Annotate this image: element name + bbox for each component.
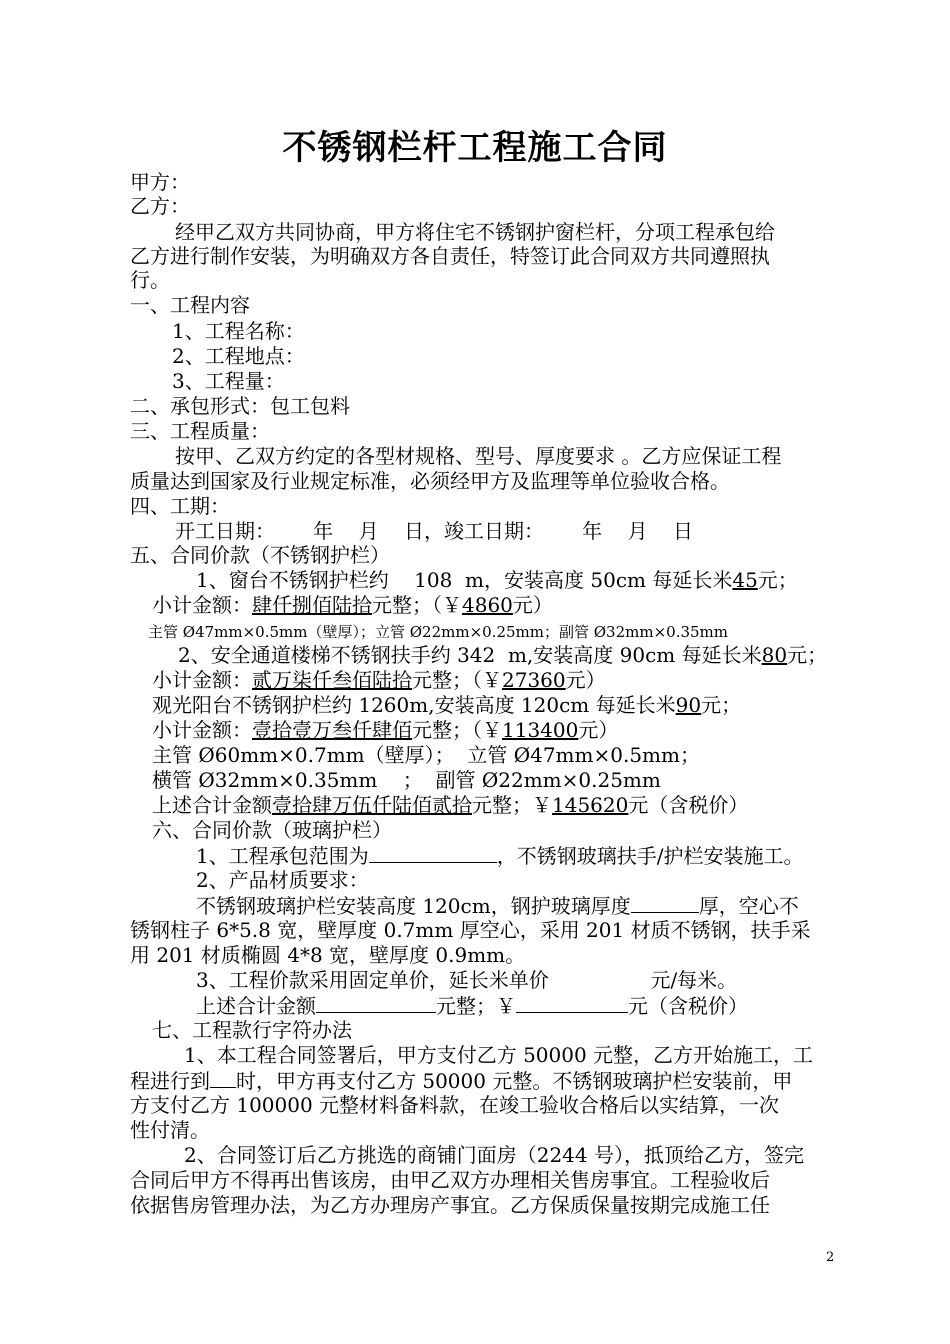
subtotal-balcony: 小计金额：壹拾壹万叁仟肆佰元整；（￥113400元） xyxy=(152,718,619,742)
intro-line-2: 乙方进行制作安装，为明确双方各自责任，特签订此合同双方共同遵照执 xyxy=(130,244,770,268)
amount-in-words: 贰万柒仟叁佰陆拾 xyxy=(252,668,412,692)
section-4-heading: 四、工期： xyxy=(130,494,230,518)
project-name-item: 1、工程名称： xyxy=(172,319,305,343)
contract-title: 不锈钢栏杆工程施工合同 xyxy=(282,128,668,168)
quality-line-2: 质量达到国家及行业规定标准，必须经甲方及监理等单位验收合格。 xyxy=(130,469,730,493)
material-line-1: 不锈钢玻璃护栏安装高度 120cm，钢护玻璃厚度 厚，空心不 xyxy=(196,894,799,918)
glass-thickness-blank xyxy=(631,893,699,913)
payment-line-2: 程进行到 时，甲方再支付乙方 50000 元整。不锈钢玻璃护栏安装前，甲 xyxy=(130,1069,793,1093)
material-line-2: 锈钢柱子 6*5.8 宽，壁厚度 0.7mm 厚空心，采用 201 材质不锈钢，扶手采 xyxy=(130,918,811,942)
total-number-blank xyxy=(516,993,628,1013)
payment-line-1: 1、本工程合同签署后，甲方支付乙方 50000 元整，乙方开始施工，工 xyxy=(184,1043,814,1067)
scope-blank xyxy=(369,843,497,863)
project-quantity-item: 3、工程量： xyxy=(172,369,285,393)
project-location-item: 2、工程地点： xyxy=(172,344,305,368)
payment-p2-line-1: 2、合同签订后乙方挑选的商铺门面房（2244 号），抵顶给乙方，签完 xyxy=(184,1143,804,1167)
total-words-blank xyxy=(316,993,436,1013)
unit-price-line: 3、工程价款采用固定单价，延长米单价 元/每米。 xyxy=(196,968,738,992)
party-b-line: 乙方： xyxy=(130,194,190,218)
item-window-railing: 1、窗台不锈钢护栏约 108 m，安装高度 50cm 每延长米45元； xyxy=(196,568,798,592)
schedule-dates: 开工日期： 年 月 日，竣工日期： 年 月 日 xyxy=(175,519,694,543)
amount-in-words: 壹拾肆万伍仟陆佰贰拾 xyxy=(272,793,472,817)
amount-number: 145620 xyxy=(552,793,629,817)
progress-blank xyxy=(210,1068,236,1088)
material-line-3: 用 201 材质椭圆 4*8 宽，壁厚度 0.9mm。 xyxy=(130,943,526,967)
spec-line-2: 主管 Ø60mm×0.7mm（壁厚）； 立管 Ø47mm×0.5mm； xyxy=(152,743,700,767)
scope-line: 1、工程承包范围为 ，不锈钢玻璃扶手/护栏安装施工。 xyxy=(196,844,804,868)
amount-number: 27360 xyxy=(502,668,566,692)
spec-line-3: 横管 Ø32mm×0.35mm ； 副管 Ø22mm×0.25mm xyxy=(152,768,661,792)
amount-in-words: 肆仟捌佰陆拾 xyxy=(252,593,372,617)
unit-price: 90 xyxy=(675,693,702,717)
quality-line-1: 按甲、乙双方约定的各型材规格、型号、厚度要求 。乙方应保证工程 xyxy=(175,444,782,468)
amount-in-words: 壹拾壹万叁仟肆佰 xyxy=(252,718,412,742)
unit-price: 45 xyxy=(732,568,758,592)
payment-line-3: 方支付乙方 100000 元整材料备料款，在竣工验收合格后以实结算，一次 xyxy=(130,1093,780,1117)
stainless-total: 上述合计金额壹拾肆万伍仟陆佰贰拾元整；￥145620元（含税价） xyxy=(152,793,749,817)
amount-number: 4860 xyxy=(462,593,513,617)
section-6-heading: 六、合同价款（玻璃护栏） xyxy=(152,818,392,842)
intro-line-3: 行。 xyxy=(130,268,170,292)
subtotal-stair: 小计金额：贰万柒仟叁佰陆拾元整；（￥27360元） xyxy=(152,668,606,692)
payment-p2-line-3: 依据售房管理办法，为乙方办理房产事宜。乙方保质保量按期完成施工任 xyxy=(130,1193,770,1217)
unit-price: 80 xyxy=(761,643,788,667)
intro-line-1: 经甲乙双方共同协商，甲方将住宅不锈钢护窗栏杆，分项工程承包给 xyxy=(175,220,775,244)
section-1-heading: 一、工程内容 xyxy=(130,293,250,317)
amount-number: 113400 xyxy=(502,718,579,742)
payment-p2-line-2: 合同后甲方不得再出售该房，由甲乙双方办理相关售房事宜。工程验收后 xyxy=(130,1168,770,1192)
material-heading: 2、产品材质要求： xyxy=(196,868,369,892)
section-3-heading: 三、工程质量： xyxy=(130,419,270,443)
subtotal-window: 小计金额：肆仟捌佰陆拾元整；（￥4860元） xyxy=(152,593,553,617)
glass-total: 上述合计金额 元整；￥ 元（含税价） xyxy=(196,994,748,1018)
spec-line-1: 主管 Ø47mm×0.5mm（壁厚）；立管 Ø22mm×0.25mm；副管 Ø32mm×0.35mm xyxy=(148,623,728,641)
section-5-heading: 五、合同价款（不锈钢护栏） xyxy=(130,543,390,567)
item-stair-handrail: 2、安全通道楼梯不锈钢扶手约 342 m,安装高度 90cm 每延长米80元； xyxy=(178,643,828,667)
section-2-heading: 二、承包形式：包工包料 xyxy=(130,394,350,418)
page-number: 2 xyxy=(826,1250,835,1265)
payment-line-4: 性付清。 xyxy=(130,1118,210,1142)
party-a-line: 甲方： xyxy=(130,170,190,194)
section-7-heading: 七、工程款行字符办法 xyxy=(152,1018,352,1042)
item-balcony-railing: 观光阳台不锈钢护栏约 1260m,安装高度 120cm 每延长米90元； xyxy=(152,693,742,717)
